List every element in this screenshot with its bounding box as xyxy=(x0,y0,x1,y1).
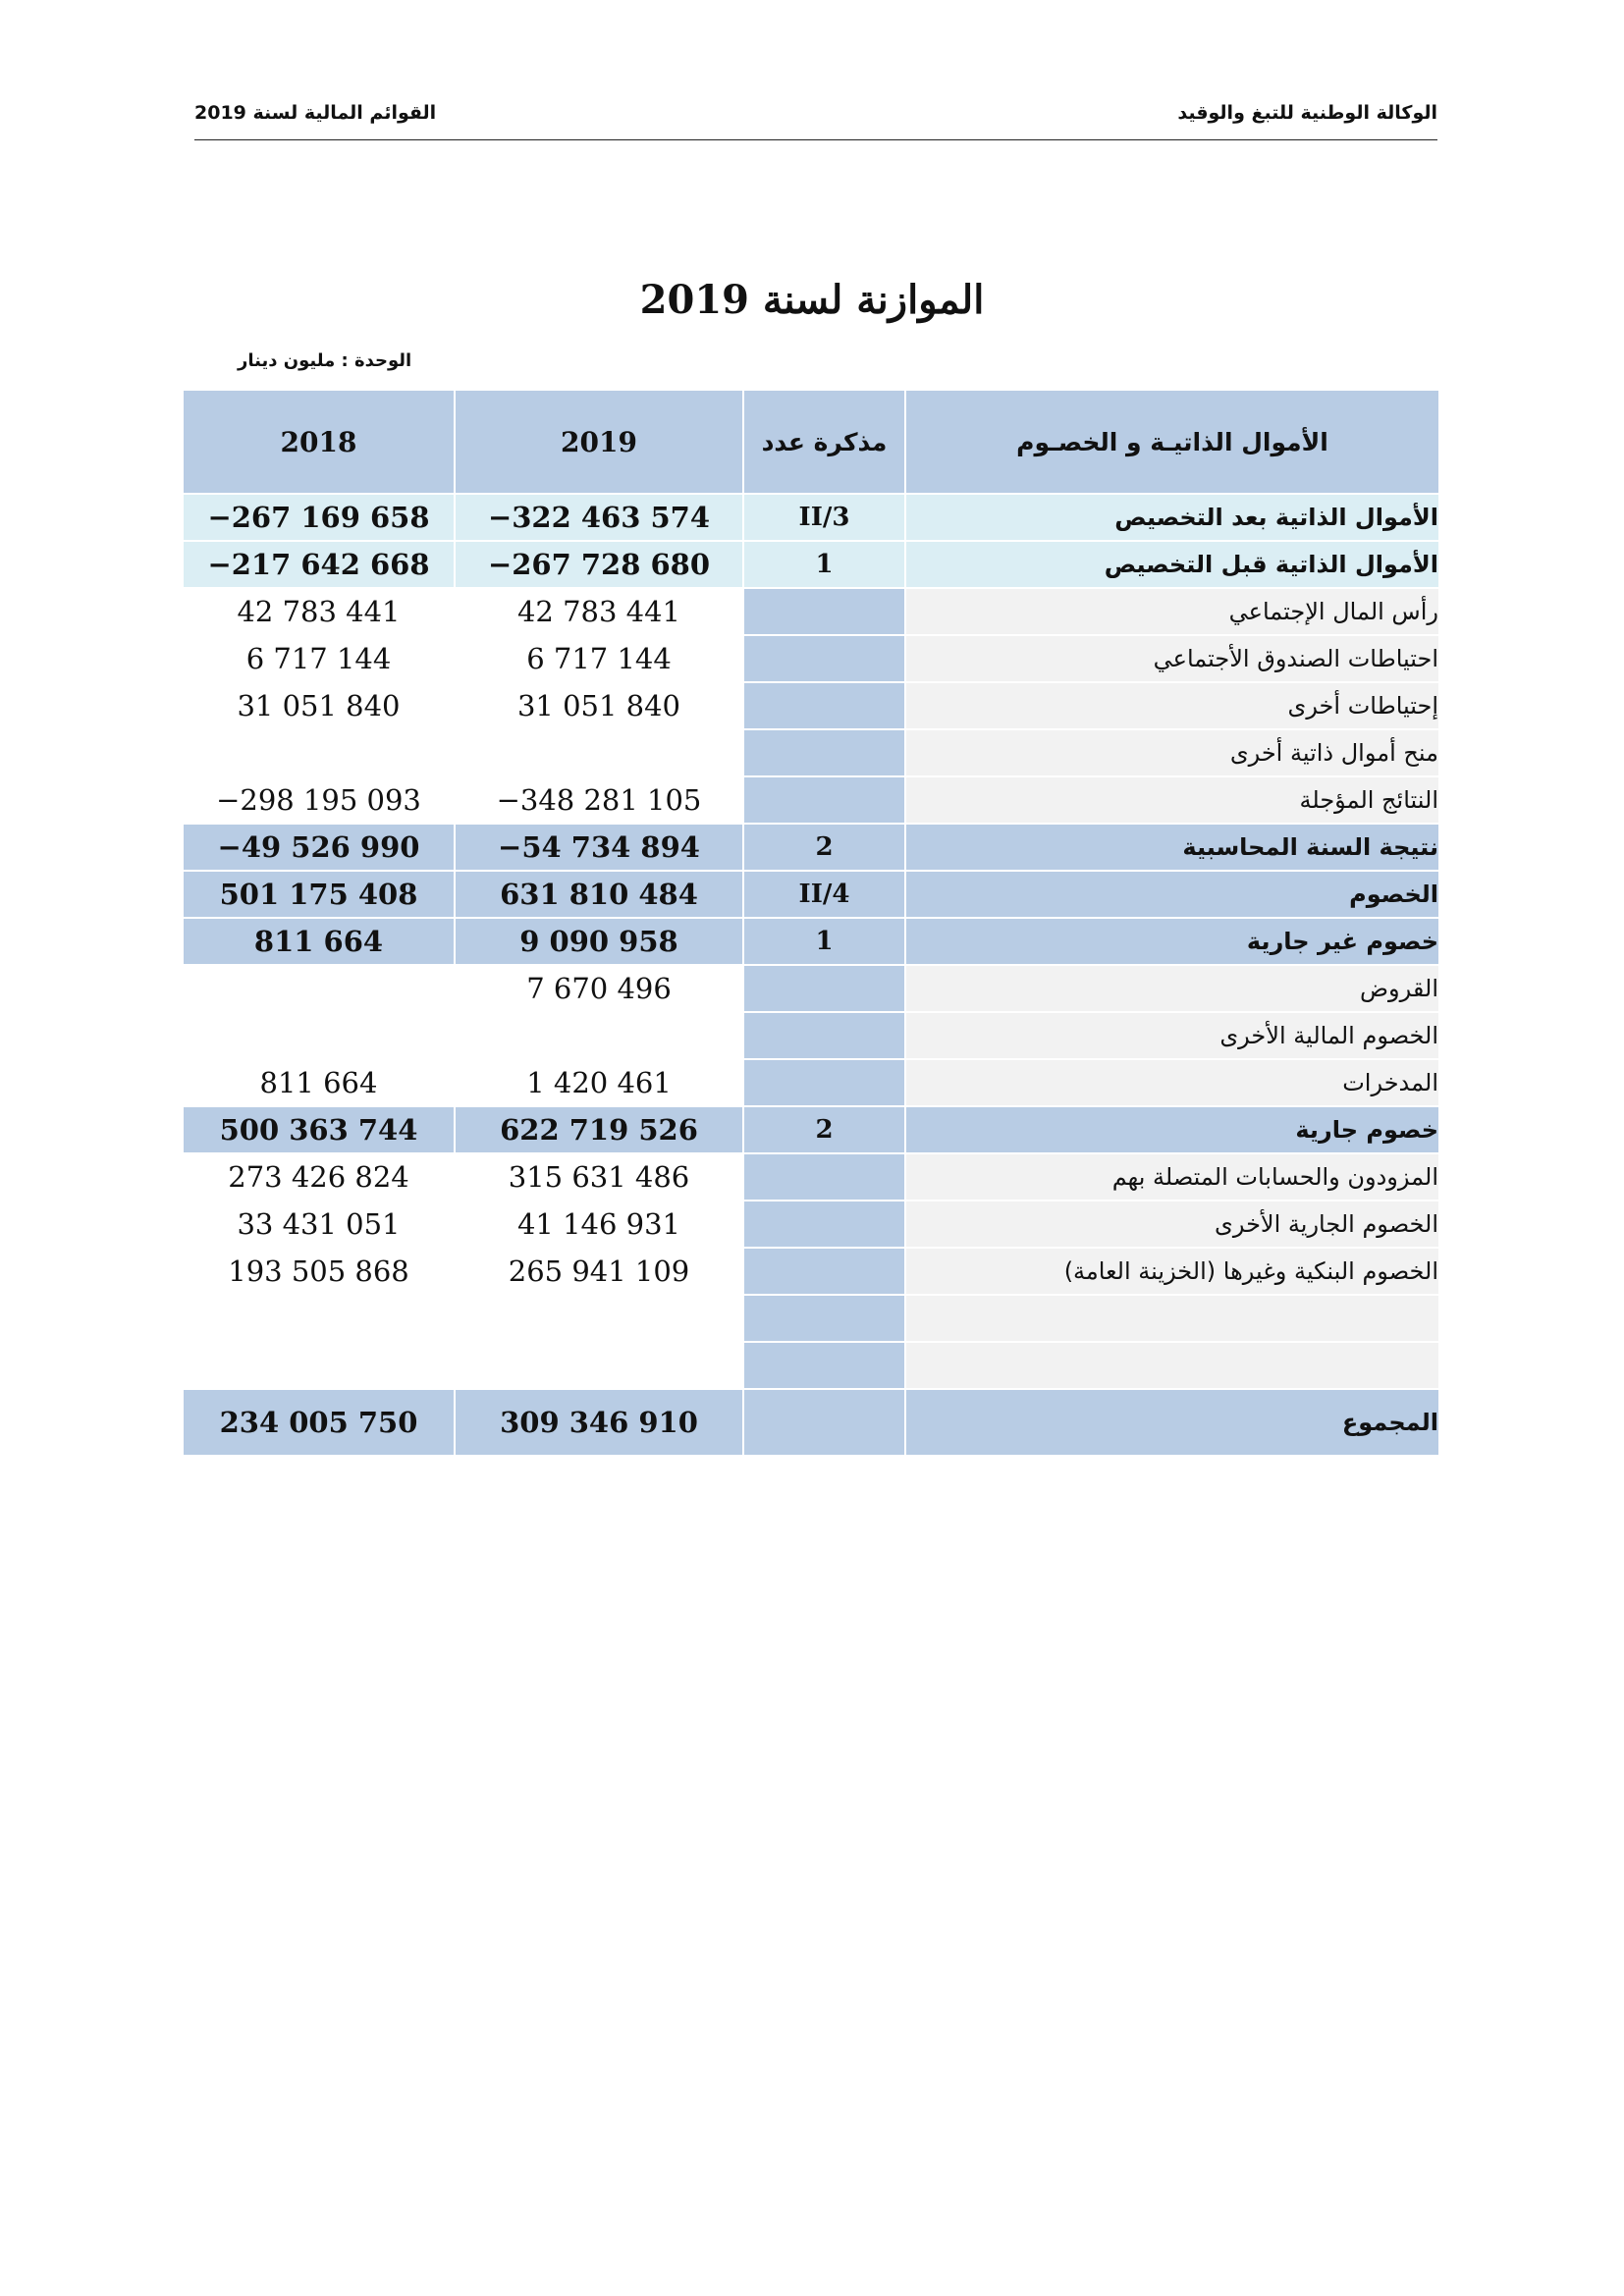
row-label: الأموال الذاتية قبل التخصيص xyxy=(905,541,1439,588)
total-label: المجموع xyxy=(905,1389,1439,1456)
header-2019: 2019 xyxy=(455,390,743,494)
row-note: 2 xyxy=(743,1106,905,1153)
row-value-2019: 631 810 484 xyxy=(455,871,743,918)
row-value-2018: −217 642 668 xyxy=(183,541,455,588)
row-note xyxy=(743,729,905,776)
table-row xyxy=(183,918,1439,965)
row-value-2018: 42 783 441 xyxy=(183,588,455,635)
header-note: مذكرة عدد xyxy=(743,390,905,494)
row-label: المدخرات xyxy=(905,1059,1439,1106)
page-header xyxy=(194,100,1437,140)
row-value-2019: −54 734 894 xyxy=(455,824,743,871)
table-row xyxy=(183,494,1439,541)
total-value-2019: 309 346 910 xyxy=(455,1389,743,1456)
table-row xyxy=(183,965,1439,1012)
row-note xyxy=(743,1153,905,1201)
row-value-2018: −267 169 658 xyxy=(183,494,455,541)
row-label: الخصوم الجارية الأخرى xyxy=(905,1201,1439,1248)
row-note xyxy=(743,1248,905,1295)
row-note xyxy=(743,682,905,729)
row-value-2018 xyxy=(183,965,455,1012)
row-value-2019 xyxy=(455,1295,743,1342)
row-value-2019: 622 719 526 xyxy=(455,1106,743,1153)
row-value-2018 xyxy=(183,1012,455,1059)
row-note xyxy=(743,635,905,682)
row-label: إحتياطات أخرى xyxy=(905,682,1439,729)
row-value-2019: 265 941 109 xyxy=(455,1248,743,1295)
row-note: II/3 xyxy=(743,494,905,541)
row-label: نتيجة السنة المحاسبية xyxy=(905,824,1439,871)
table-row xyxy=(183,1059,1439,1106)
row-value-2018: −49 526 990 xyxy=(183,824,455,871)
row-note: II/4 xyxy=(743,871,905,918)
row-note xyxy=(743,1201,905,1248)
row-note xyxy=(743,1295,905,1342)
row-value-2019 xyxy=(455,1012,743,1059)
row-value-2018 xyxy=(183,1342,455,1389)
total-row xyxy=(183,1389,1439,1456)
row-value-2019 xyxy=(455,1342,743,1389)
table-row xyxy=(183,1012,1439,1059)
row-note xyxy=(743,1059,905,1106)
balance-sheet-table xyxy=(182,389,1440,1457)
row-note: 1 xyxy=(743,541,905,588)
table-row xyxy=(183,635,1439,682)
table-row xyxy=(183,541,1439,588)
row-value-2019: 9 090 958 xyxy=(455,918,743,965)
row-value-2019: 1 420 461 xyxy=(455,1059,743,1106)
row-value-2018: 31 051 840 xyxy=(183,682,455,729)
row-note: 1 xyxy=(743,918,905,965)
row-value-2018 xyxy=(183,729,455,776)
row-value-2018: −298 195 093 xyxy=(183,776,455,824)
row-note xyxy=(743,588,905,635)
row-label: خصوم غير جارية xyxy=(905,918,1439,965)
row-label: الخصوم البنكية وغيرها (الخزينة العامة) xyxy=(905,1248,1439,1295)
row-label: الأموال الذاتية بعد التخصيص xyxy=(905,494,1439,541)
row-value-2018: 273 426 824 xyxy=(183,1153,455,1201)
page-title: الموازنة لسنة 2019 xyxy=(639,277,985,323)
row-value-2019: 31 051 840 xyxy=(455,682,743,729)
row-label: المزودون والحسابات المتصلة بهم xyxy=(905,1153,1439,1201)
table-row xyxy=(183,1248,1439,1295)
table-row xyxy=(183,871,1439,918)
row-value-2019: 7 670 496 xyxy=(455,965,743,1012)
table-row xyxy=(183,729,1439,776)
row-value-2018: 33 431 051 xyxy=(183,1201,455,1248)
table-row xyxy=(183,588,1439,635)
row-note xyxy=(743,776,905,824)
row-value-2019: −267 728 680 xyxy=(455,541,743,588)
header-2018: 2018 xyxy=(183,390,455,494)
row-note: 2 xyxy=(743,824,905,871)
table-row xyxy=(183,682,1439,729)
row-note xyxy=(743,1012,905,1059)
row-label xyxy=(905,1295,1439,1342)
table-row xyxy=(183,1295,1439,1342)
row-value-2019: 315 631 486 xyxy=(455,1153,743,1201)
row-value-2019 xyxy=(455,729,743,776)
header-organization: الوكالة الوطنية للتبغ والوقيد xyxy=(1177,102,1437,124)
row-label: القروض xyxy=(905,965,1439,1012)
table-row xyxy=(183,1342,1439,1389)
row-note xyxy=(743,965,905,1012)
row-value-2018: 501 175 408 xyxy=(183,871,455,918)
table-row xyxy=(183,1153,1439,1201)
row-value-2019: −322 463 574 xyxy=(455,494,743,541)
total-value-2018: 234 005 750 xyxy=(183,1389,455,1456)
row-value-2018: 6 717 144 xyxy=(183,635,455,682)
row-label: منح أموال ذاتية أخرى xyxy=(905,729,1439,776)
row-label: النتائج المؤجلة xyxy=(905,776,1439,824)
table-header-row xyxy=(183,390,1439,494)
row-value-2018: 193 505 868 xyxy=(183,1248,455,1295)
row-value-2018: 811 664 xyxy=(183,918,455,965)
row-label: احتياطات الصندوق الأجتماعي xyxy=(905,635,1439,682)
row-value-2019: 42 783 441 xyxy=(455,588,743,635)
row-label: الخصوم المالية الأخرى xyxy=(905,1012,1439,1059)
table-row xyxy=(183,824,1439,871)
row-label: رأس المال الإجتماعي xyxy=(905,588,1439,635)
row-value-2018: 811 664 xyxy=(183,1059,455,1106)
total-note xyxy=(743,1389,905,1456)
row-value-2019: 6 717 144 xyxy=(455,635,743,682)
row-label: الخصوم xyxy=(905,871,1439,918)
row-value-2018 xyxy=(183,1295,455,1342)
row-value-2018: 500 363 744 xyxy=(183,1106,455,1153)
table-row xyxy=(183,1106,1439,1153)
row-label: خصوم جارية xyxy=(905,1106,1439,1153)
row-value-2019: −348 281 105 xyxy=(455,776,743,824)
header-label: الأموال الذاتيـة و الخصـوم xyxy=(905,390,1439,494)
table-row xyxy=(183,776,1439,824)
row-value-2019: 41 146 931 xyxy=(455,1201,743,1248)
header-document-title: القوائم المالية لسنة 2019 xyxy=(194,102,437,124)
row-note xyxy=(743,1342,905,1389)
table-row xyxy=(183,1201,1439,1248)
unit-label: الوحدة : مليون دينار xyxy=(238,350,412,371)
row-label xyxy=(905,1342,1439,1389)
